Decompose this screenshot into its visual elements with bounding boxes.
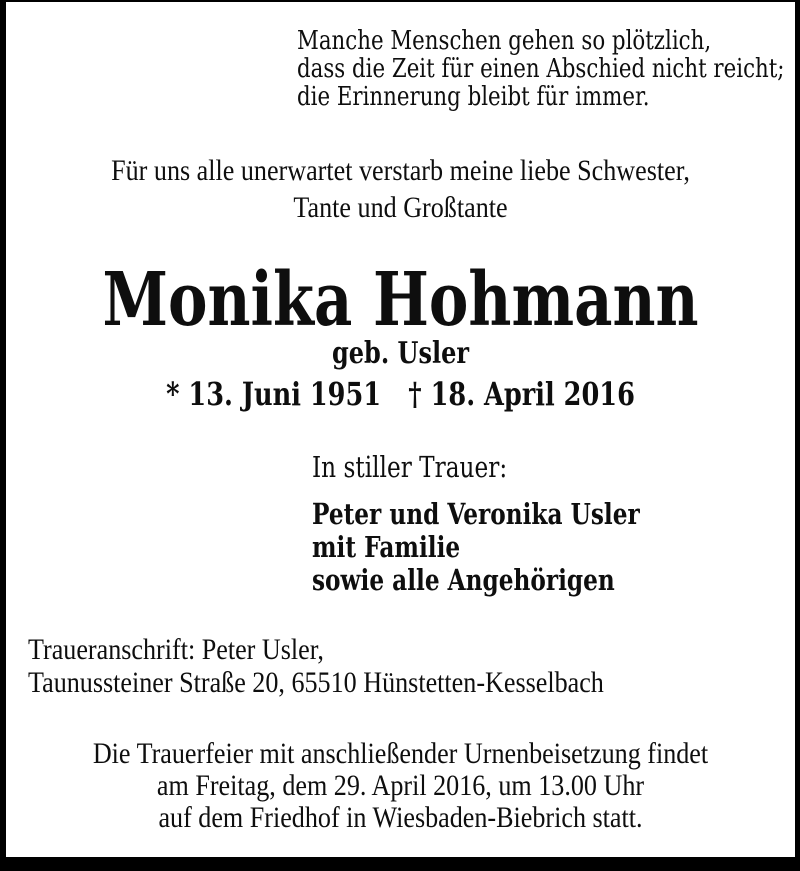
mourner-line: sowie alle Angehörigen [312,563,615,597]
life-dates [85,376,716,412]
epigraph-line: die Erinnerung bleibt für immer. [297,82,650,112]
maiden-name: geb. Usler [331,336,470,371]
birth-date: * 13. Juni 1951 [166,375,382,413]
mourner-line: mit Familie [312,530,461,564]
mourning-heading: In stiller Trauer: [312,450,508,484]
epigraph [297,27,784,111]
epigraph-line: dass die Zeit für einen Abschied nicht reicht; [297,54,785,84]
funeral-info-line: Die Trauerfeier mit anschließender Urnenbeisetzung findet [92,737,709,770]
condolence-address-line: Taunussteiner Straße 20, 65510 Hünstetten-Kesselbach [28,666,604,699]
death-date: † 18. April 2016 [408,375,635,413]
introduction-line: Tante und Großtante [293,191,508,224]
condolence-address-line: Traueranschrift: Peter Usler, [28,633,324,666]
funeral-info-line: auf dem Friedhof in Wiesbaden-Biebrich statt. [158,801,643,834]
introduction-line: Für uns alle unerwartet verstarb meine liebe Schwester, [111,154,690,187]
introduction [57,152,743,226]
epigraph-line: Manche Menschen gehen so plötzlich, [297,26,712,56]
deceased-name: Monika Hohmann [102,257,699,343]
funeral-info-line: am Freitag, dem 29. April 2016, um 13.00 Uhr [156,769,645,802]
funeral-info [57,738,743,834]
mourners-list [312,498,640,597]
condolence-address [28,633,604,699]
mourner-line: Peter und Veronika Usler [312,497,640,531]
